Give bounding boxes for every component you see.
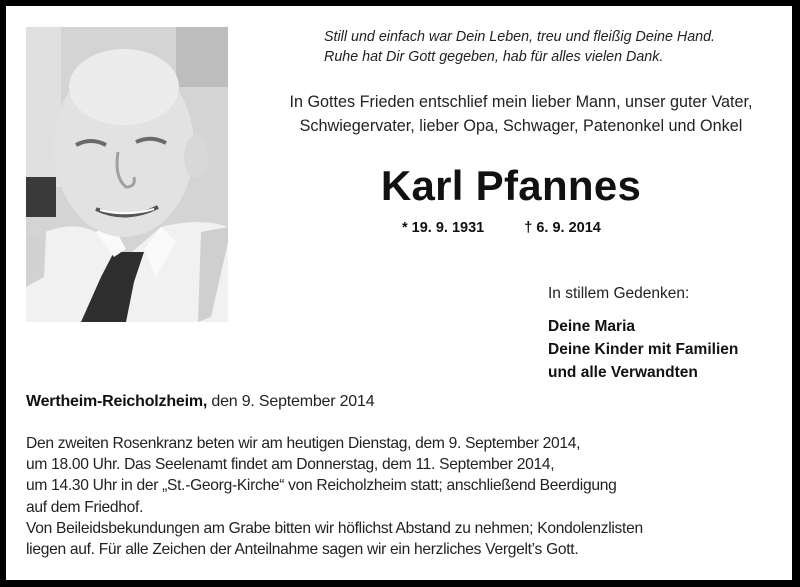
memory-heading: In stillem Gedenken:: [548, 285, 690, 302]
funeral-notice: [26, 433, 786, 560]
death-date: † 6. 9. 2014: [524, 220, 601, 236]
intro-text: [241, 90, 800, 138]
portrait-photo: [26, 27, 228, 322]
verse-line: Still und einfach war Dein Leben, treu und fleißig Deine Hand.: [324, 29, 716, 45]
birth-date: * 19. 9. 1931: [402, 220, 485, 236]
date: den 9. September 2014: [207, 393, 375, 410]
mourner: Deine Maria: [548, 318, 636, 335]
intro-line: In Gottes Frieden entschlief mein lieber Mann, unser guter Vater,: [289, 93, 753, 111]
mourner: Deine Kinder mit Familien: [548, 341, 739, 358]
obituary-card: [6, 6, 792, 580]
verse-line: Ruhe hat Dir Gott gegeben, hab für alles vielen Dank.: [324, 49, 664, 65]
life-dates: [402, 220, 601, 236]
notice-line: um 18.00 Uhr. Das Seelenamt findet am Donnerstag, dem 11. September 2014,: [26, 456, 555, 474]
place: Wertheim-Reicholzheim,: [26, 393, 208, 410]
notice-line: liegen auf. Für alle Zeichen der Anteilnahme sagen wir ein herzliches Vergelt’s Gott.: [26, 541, 579, 559]
notice-line: um 14.30 Uhr in der „St.-Georg-Kirche“ von Reicholzheim statt; anschließend Beerdigung: [26, 477, 617, 495]
notice-line: Den zweiten Rosenkranz beten wir am heutigen Dienstag, dem 9. September 2014,: [26, 435, 581, 452]
notice-line: auf dem Friedhof.: [26, 498, 144, 516]
portrait-image: [26, 27, 228, 322]
mourner: und alle Verwandten: [548, 364, 698, 381]
verse: [324, 27, 715, 67]
intro-line: Schwiegervater, lieber Opa, Schwager, Patenonkel und Onkel: [299, 117, 743, 135]
deceased-name: Karl Pfannes: [380, 162, 642, 209]
mourners-list: [548, 315, 738, 384]
notice-line: Von Beileidsbekundungen am Grabe bitten wir höflichst Abstand zu nehmen; Kondolenzlisten: [26, 519, 643, 537]
place-date-line: [26, 393, 374, 411]
